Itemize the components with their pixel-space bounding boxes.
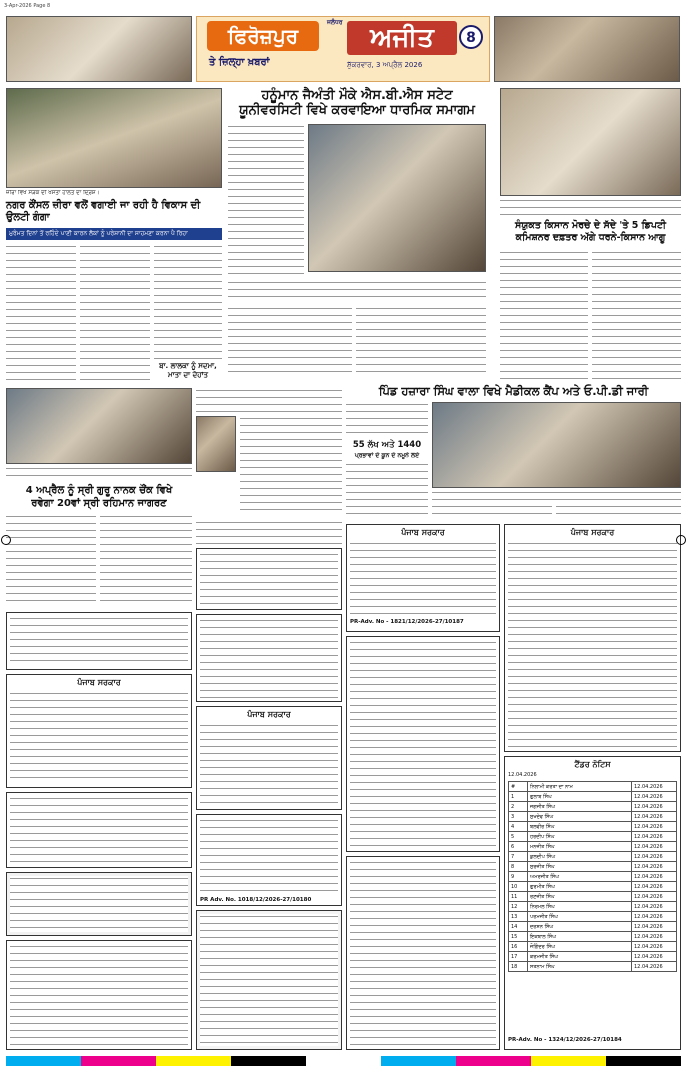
story4-body-2 [432,504,552,518]
tender-row-no: 16 [509,942,528,952]
tender-row [509,812,677,822]
tender-row [509,822,677,832]
tender-row [509,882,677,892]
tender-row [509,892,677,902]
tender-row-date: 12.04.2026 [632,862,677,872]
tender-row-no: 14 [509,922,528,932]
tender-row-name: ਪਰਮਜੀਤ ਸਿੰਘ [528,912,632,922]
tender-row-name: ਜਗਜੀਤ ਸਿੰਘ [528,802,632,812]
tender-row-name: ਸਤਨਾਮ ਸਿੰਘ [528,962,632,972]
story3-headline-line2: ਕਮਿਸ਼ਨਰ ਦਫ਼ਤਰ ਅੱਗੇ ਧਰਨੇ-ਕਿਸਾਨ ਆਗੂ [515,232,666,243]
tender-row-date: 12.04.2026 [632,942,677,952]
tender-row-name: ਕੁਲਦੀਪ ਸਿੰਘ [528,852,632,862]
tender-row-name: ਕਰਮਜੀਤ ਸਿੰਘ [528,952,632,962]
tender-row-date: 12.04.2026 [632,952,677,962]
ad-tender-table-mid [346,636,500,852]
story5-body-col1 [6,514,96,606]
story5-headline-line2: ਰਵੇਗਾ 20ਵਾਂ ਸ੍ਰੀ ਰਹਿਮਾਨ ਜਾਗਰਣ [31,498,167,509]
tender-row-date: 12.04.2026 [632,812,677,822]
registration-mark [676,535,686,545]
story5-headline [6,484,192,510]
ad-punjab-govt-2 [196,706,342,810]
story2-body-col1 [6,244,76,382]
ad-institute-text [200,818,338,894]
tender-row-no: 9 [509,872,528,882]
tender-row-date: 12.04.2026 [632,932,677,942]
medical-camp-photo [432,402,681,488]
tender-title: ਟੈਂਡਰ ਨੋਟਿਸ [574,760,611,769]
ad-punjab-govt-4-text [508,541,677,747]
tender-col-name: ਨਿਲਾਮੀ ਕਰਤਾ ਦਾ ਨਾਮ [528,782,632,792]
tender-row-date: 12.04.2026 [632,802,677,812]
tender-row [509,952,677,962]
story4-body [346,462,428,518]
ad-municipal [346,856,500,1050]
masthead-subtitle: ਤੇ ਜ਼ਿਲ੍ਹਾ ਖ਼ਬਰਾਂ [209,57,270,68]
ad-punjab-govt-2-text [200,723,338,805]
tender-row-name: ਹਰਦੀਪ ਸਿੰਘ [528,832,632,842]
tender-row-date: 12.04.2026 [632,902,677,912]
ad-board-notice-text [10,876,188,932]
story1-body-col1 [228,124,304,276]
color-bar [6,1056,681,1066]
masthead [196,16,490,82]
tender-row-date: 12.04.2026 [632,872,677,882]
tender-row-name: ਮਨਜੀਤ ਸਿੰਘ [528,842,632,852]
kisan-photo-caption [500,198,681,216]
gathering-caption [6,466,192,476]
ad-board-notice [6,872,192,936]
pr-adv-1: PR-Adv. No - 1821/12/2026-27/10187 [350,619,464,625]
story1-headline [228,88,486,118]
tender-row [509,922,677,932]
story1-headline-line1: ਹਨੂੰਮਾਨ ਜੈਅੰਤੀ ਮੌਕੇ ਐਸ.ਬੀ.ਐਸ ਸਟੇਟ [261,88,453,103]
story-misc-body [196,520,342,544]
tender-row-no: 18 [509,962,528,972]
ad-tender-left-text [10,944,188,1046]
tender-row [509,852,677,862]
ad-punjab-govt-2-title: ਪੰਜਾਬ ਸਰਕਾਰ [247,710,291,719]
story4-headline: ਪਿੰਡ ਹਜ਼ਾਰਾ ਸਿੰਘ ਵਾਲਾ ਵਿਖੇ ਮੈਡੀਕਲ ਕੈਂਪ ਅਤੇ ਓ.ਪੀ.ਡੀ ਜਾਰੀ [378,384,649,398]
tender-row-name: ਜੋਗਿੰਦਰ ਸਿੰਘ [528,942,632,952]
tender-row-date: 12.04.2026 [632,842,677,852]
tender-row-no: 12 [509,902,528,912]
story2-body-col3 [154,244,222,362]
story1-photo [308,124,486,272]
tender-row-name: ਨਿਰਮਲ ਸਿੰਘ [528,902,632,912]
tender-row [509,912,677,922]
ad-punjab-govt-3-text [350,541,496,615]
story1-caption-lines [228,280,486,302]
tender-col-date: 12.04.2026 [632,782,677,792]
tender-row-no: 8 [509,862,528,872]
tender-row [509,802,677,812]
tender-row-no: 17 [509,952,528,962]
ad-table-left-text [10,796,188,864]
tender-col-no: # [509,782,528,792]
tender-row-no: 10 [509,882,528,892]
tender-row [509,872,677,882]
gathering-photo [6,388,192,464]
story5-body-col2 [100,514,192,606]
zira-photo-caption: ਜ਼ੀਰਾ ਵਿਖੇ ਸੜਕ ਦੀ ਖਸਤਾ ਹਾਲਤ ਦਾ ਦ੍ਰਿਸ਼। [6,190,100,196]
tender-row [509,932,677,942]
zira-road-photo [6,88,222,188]
obituary-body [240,416,342,516]
masthead-photo-left [6,16,192,82]
tender-row-no: 3 [509,812,528,822]
ad-punjab-govt-1 [6,674,192,788]
story2-headline: ਨਗਰ ਕੌਂਸਲ ਜ਼ੀਰਾ ਵਲੋਂ ਵਗਾਈ ਜਾ ਰਹੀ ਹੈ ਵਿਕਾਸ ਦੀ ਉਲਟੀ ਗੰਗਾ [6,200,201,223]
story4-stat-sub: ਪ੍ਰਭਾਵਾਂ ਦੇ ਕੂਨ ਦੇ ਨਮੂਨੇ ਲਏ [354,452,420,459]
tender-row-date: 12.04.2026 [632,832,677,842]
masthead-city: ਫਿਰੋਜ਼ਪੁਰ [207,21,319,51]
tender-row-name: ਸੁਰਜੀਤ ਸਿੰਘ [528,862,632,872]
print-slug: 3-Apr-2026 Page 8 [4,3,51,9]
tender-row-date: 12.04.2026 [632,822,677,832]
tender-row-name: ਗੁਲਾਬ ਸਿੰਘ [528,792,632,802]
masthead-edition: ਅਜੀਤ [347,21,457,55]
masthead-photo-right [494,16,680,82]
ad-board-2-text [200,914,338,1046]
tender-table-grid [508,781,677,972]
tender-row [509,862,677,872]
story2-subhead: ਮੁਰੰਮਤ ਦਿਨਾਂ ਤੋਂ ਰਹਿੰਦੇ ਪਾਣੀ ਕਾਰਨ ਲੋਕਾਂ ਨੂੰ ਪਰੇਸ਼ਾਨੀ ਦਾ ਸਾਹਮਣਾ ਕਰਨਾ ਪੈ ਰਿਹਾ [6,228,222,240]
tender-row-no: 1 [509,792,528,802]
tender-row-no: 2 [509,802,528,812]
tender-row-no: 15 [509,932,528,942]
ad-punjab-govt-4 [504,524,681,752]
masthead-tagline: ਜਲੰਧਰ [327,19,343,26]
ad-tender-notice [504,756,681,1050]
tender-row-name: ਬਲਵੀਰ ਸਿੰਘ [528,822,632,832]
story4-body-intro [346,402,428,436]
tender-row-name: ਸੁਖਦੇਵ ਸਿੰਘ [528,812,632,822]
issue-date: ਸ਼ੁੱਕਰਵਾਰ, 3 ਅਪ੍ਰੈਲ 2026 [347,61,423,69]
tender-row-date: 12.04.2026 [632,962,677,972]
tender-row-no: 13 [509,912,528,922]
tender-row-date: 12.04.2026 [632,852,677,862]
obituary-body-top [196,388,342,414]
story1-headline-line2: ਯੂਨੀਵਰਸਿਟੀ ਵਿਖੇ ਕਰਵਾਇਆ ਧਾਰਮਿਕ ਸਮਾਗਮ [239,103,475,118]
tender-row-date: 12.04.2026 [632,892,677,902]
ad-tender-left [6,940,192,1050]
story3-body-col2 [592,250,681,380]
tender-row-name: ਦਰਸ਼ਨ ਸਿੰਘ [528,922,632,932]
story3-body-col1 [500,250,588,380]
ad-notice-1 [6,612,192,670]
ad-notice-1-text [10,616,188,666]
medical-camp-caption [432,490,681,500]
tender-row-no: 5 [509,832,528,842]
story1-body-col3 [356,306,486,378]
story3-headline-line1: ਸੰਯੁਕਤ ਕਿਸਾਨ ਮੋਰਚੇ ਦੇ ਸੱਦੇ 'ਤੇ 5 ਡਿਪਟੀ [515,220,666,231]
ad-punjab-govt-1-title: ਪੰਜਾਬ ਸਰਕਾਰ [77,678,121,687]
tender-row [509,792,677,802]
tender-row-name: ਇਕਬਾਲ ਸਿੰਘ [528,932,632,942]
tender-table [508,781,677,972]
story4-body-3 [556,504,681,518]
tender-row-no: 6 [509,842,528,852]
ad-municipal-text [350,860,496,1046]
ad-public-notice-text [200,552,338,606]
obituary-portrait [196,416,236,472]
tender-row-no: 7 [509,852,528,862]
tender-row-no: 4 [509,822,528,832]
tender-row-date: 12.04.2026 [632,792,677,802]
kisan-morcha-photo [500,88,681,196]
ad-board-2 [196,910,342,1050]
pr-adv-2: PR-Adv. No - 1324/12/2026-27/10184 [508,1037,622,1043]
tender-row-date: 12.04.2026 [632,922,677,932]
story3-headline [500,220,681,244]
tender-row-date: 12.04.2026 [632,912,677,922]
tender-row [509,842,677,852]
ad-punjab-govt-4-title: ਪੰਜਾਬ ਸਰਕਾਰ [570,528,615,537]
tender-row-no: 11 [509,892,528,902]
tender-row [509,942,677,952]
tender-row [509,832,677,842]
ad-punjab-govt-3-title: ਪੰਜਾਬ ਸਰਕਾਰ [401,528,445,537]
ad-public-notice [196,548,342,610]
tender-row-date: 12.04.2026 [632,882,677,892]
tender-row-name: ਗੁਰਮੀਤ ਸਿੰਘ [528,882,632,892]
ad-electricity-text [200,618,338,698]
story2-body-col2 [80,244,150,382]
obituary-headline [150,362,226,380]
tender-row-name: ਰਣਜੀਤ ਸਿੰਘ [528,892,632,902]
ad-electricity [196,614,342,702]
tender-row [509,902,677,912]
ad-punjab-govt-3 [346,524,500,632]
registration-mark [1,535,11,545]
ad-punjab-govt-1-text [10,691,188,783]
tender-row [509,962,677,972]
tender-date: 12.04.2026 [508,772,537,778]
ad-table-left [6,792,192,868]
ad-tender-table-mid-text [350,640,496,848]
tender-row-name: ਅਮਰਜੀਤ ਸਿੰਘ [528,872,632,882]
story1-body-col2 [228,306,352,378]
story4-stat: 55 ਲੱਖ ਅਤੇ 1440 [352,440,422,450]
page-number: 8 [459,25,483,49]
obituary-line2: ਮਾਤਾ ਦਾ ਦੇਹਾਂਤ [168,371,208,379]
ad-institute [196,814,342,906]
obituary-name: ਬਾ. ਲਾਲਕਾ ਨੂੰ ਸਦਮਾ, [159,362,217,370]
story5-headline-line1: 4 ਅਪ੍ਰੈਲ ਨੂੰ ਸ੍ਰੀ ਗੁਰੂ ਨਾਨਕ ਚੌਂਕ ਵਿਖੇ [25,485,173,496]
pr-adv-3: PR Adv. No. 1018/12/2026-27/10180 [200,897,312,903]
